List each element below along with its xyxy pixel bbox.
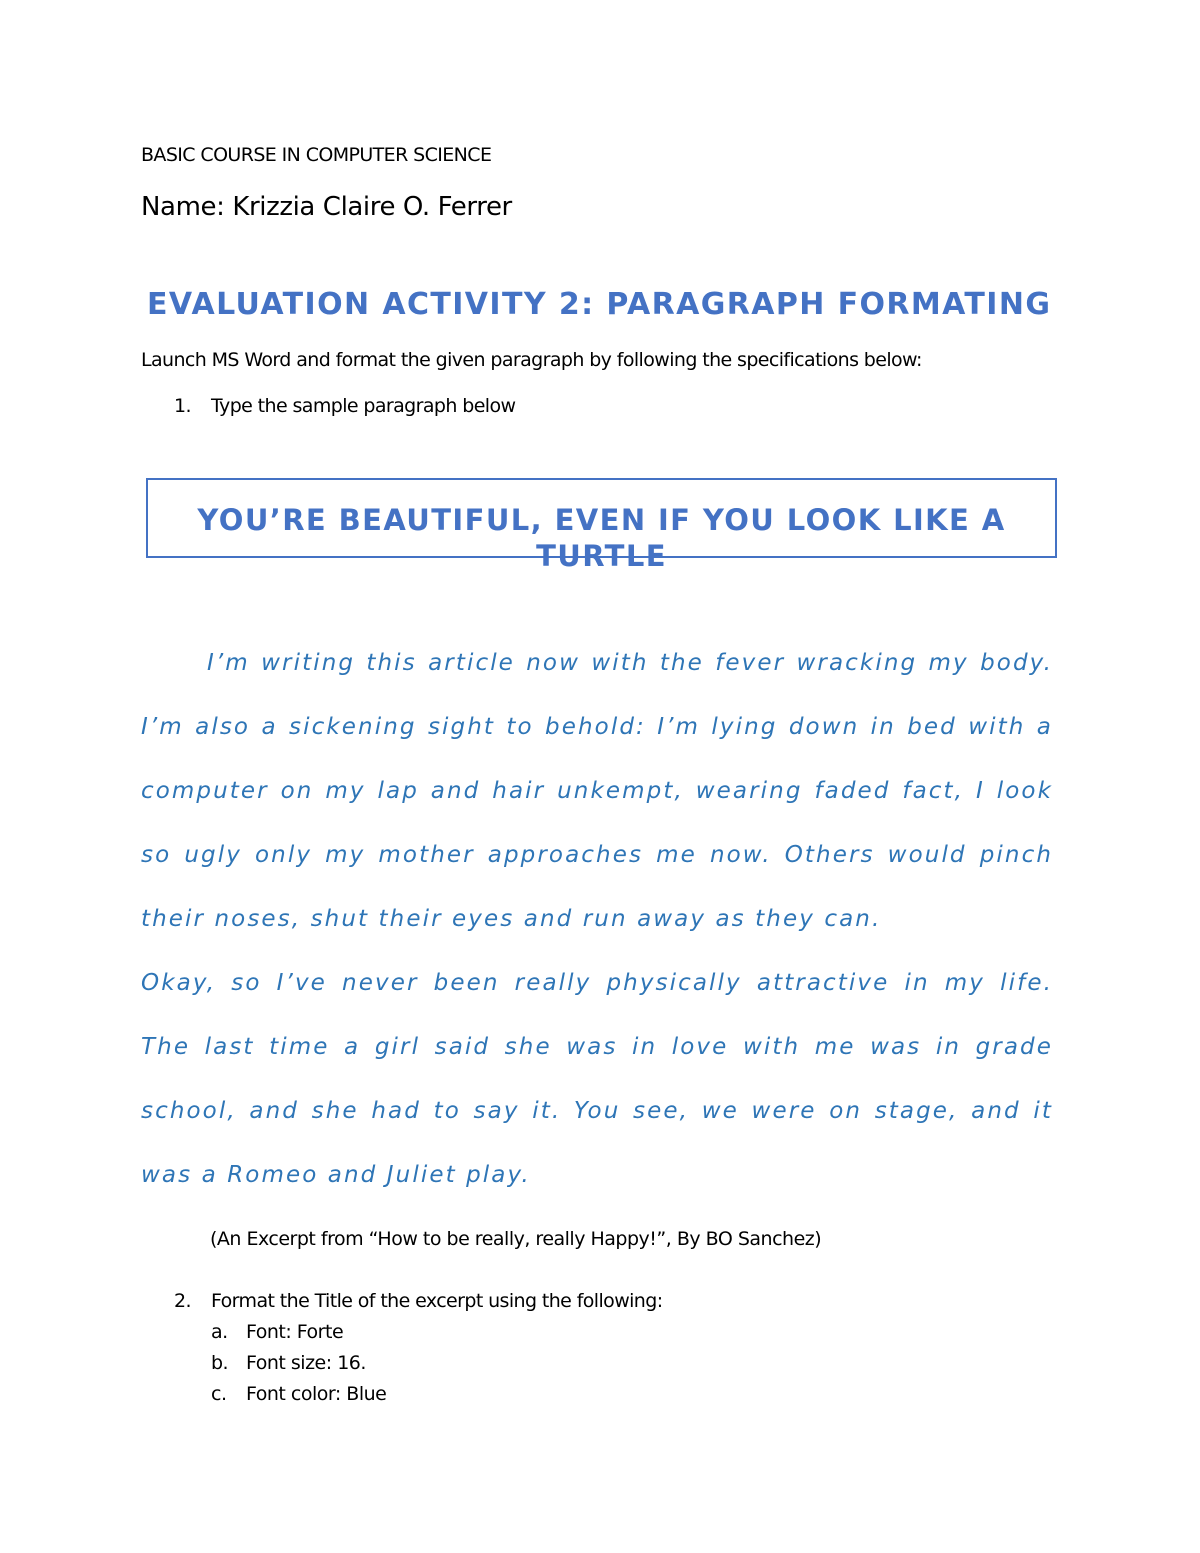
excerpt-title: YOU’RE BEAUTIFUL, EVEN IF YOU LOOK LIKE A TURTLE	[197, 503, 1006, 573]
spec-text: Font: Forte	[246, 1321, 344, 1343]
spec-text: Font color: Blue	[246, 1383, 387, 1405]
excerpt-line: computer on my lap and hair unkempt, wearing faded fact, I look	[141, 778, 1053, 804]
course-heading: BASIC COURSE IN COMPUTER SCIENCE	[141, 144, 492, 166]
student-name: Name: Krizzia Claire O. Ferrer	[141, 192, 512, 222]
excerpt-line: Okay, so I’ve never been really physically attractive in my life.	[141, 970, 1053, 996]
spec-letter: b.	[211, 1352, 229, 1374]
spec-letter: c.	[211, 1383, 227, 1405]
spec-letter: a.	[211, 1321, 228, 1343]
step-text: Format the Title of the excerpt using the following:	[211, 1290, 663, 1312]
excerpt-line: their noses, shut their eyes and run away as they can.	[141, 906, 882, 932]
excerpt-line: was a Romeo and Juliet play.	[141, 1162, 531, 1188]
excerpt-citation: (An Excerpt from “How to be really, really Happy!”, By BO Sanchez)	[210, 1228, 822, 1250]
excerpt-line: I’m writing this article now with the fever wracking my body.	[207, 650, 1053, 676]
step-text: Type the sample paragraph below	[211, 395, 516, 417]
excerpt-line: so ugly only my mother approaches me now. Others would pinch	[141, 842, 1053, 868]
excerpt-line: school, and she had to say it. You see, we were on stage, and it	[141, 1098, 1053, 1124]
excerpt-line: The last time a girl said she was in love with me was in grade	[141, 1034, 1053, 1060]
excerpt-line: I’m also a sickening sight to behold: I’m lying down in bed with a	[141, 714, 1053, 740]
step-number: 2.	[174, 1290, 191, 1312]
spec-text: Font size: 16.	[246, 1352, 366, 1374]
activity-title: EVALUATION ACTIVITY 2: PARAGRAPH FORMATING	[147, 287, 1052, 322]
excerpt-title-box	[146, 478, 1057, 573]
activity-instructions: Launch MS Word and format the given paragraph by following the specifications below:	[141, 349, 922, 371]
step-number: 1.	[174, 395, 191, 417]
